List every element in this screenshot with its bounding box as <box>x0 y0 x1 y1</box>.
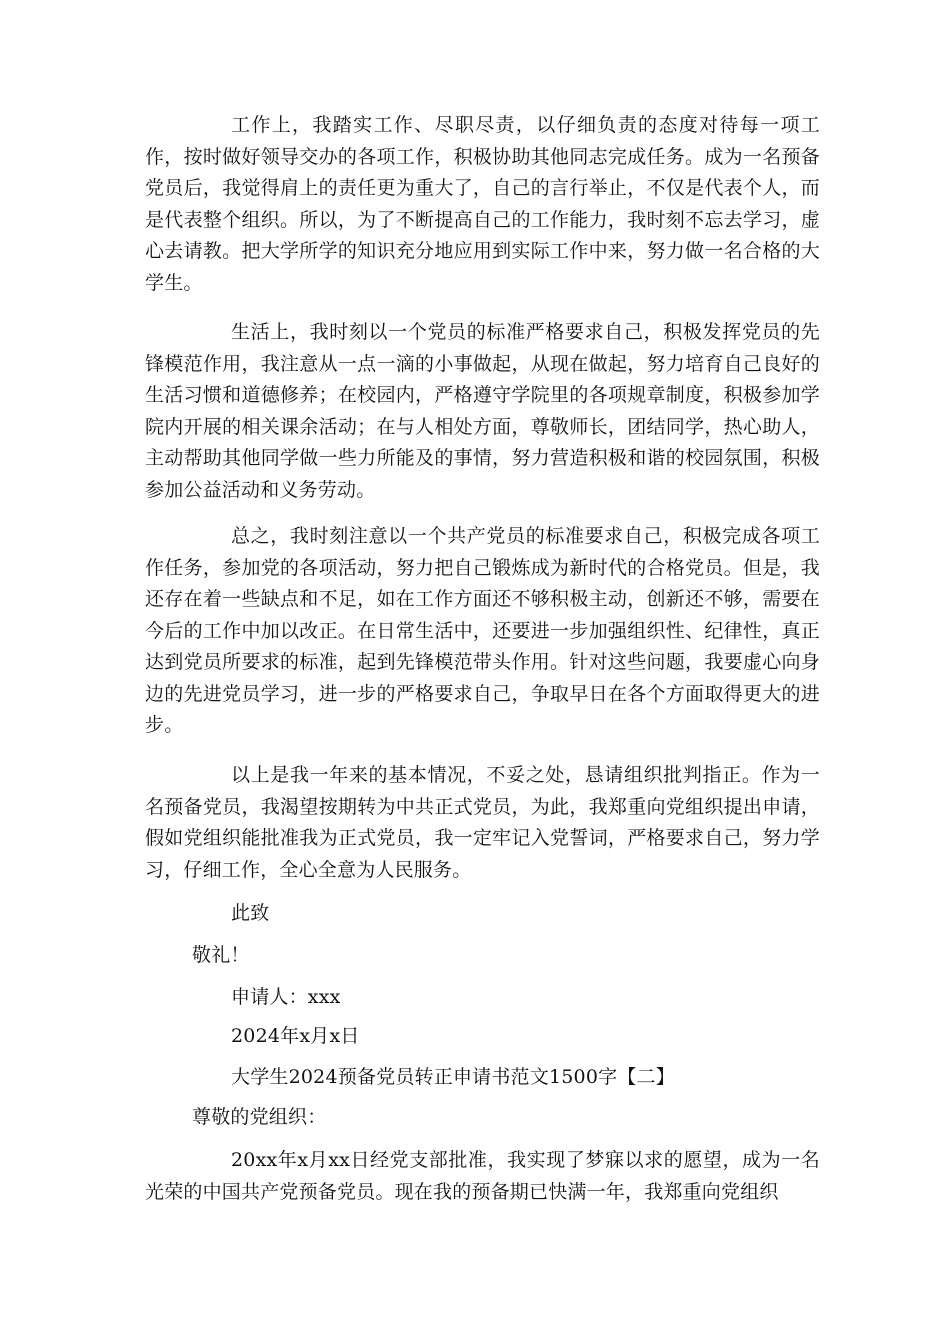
paragraph-next: 20xx年x月xx日经党支部批准，我实现了梦寐以求的愿望，成为一名光荣的中国共产党预备党员。现在我的预备期已快满一年，我郑重向党组织 <box>145 1149 820 1203</box>
applicant-line: 申请人：xxx <box>231 986 341 1008</box>
salute-text: 敬礼！ <box>192 944 250 966</box>
closing-text: 此致 <box>231 902 270 924</box>
date-line: 2024年x月x日 <box>231 1025 360 1047</box>
paragraph-summary: 总之，我时刻注意以一个共产党员的标准要求自己，积极完成各项工作任务，参加党的各项活动，努力把自己锻炼成为新时代的合格党员。但是，我还存在着一些缺点和不足，如在工作方面还不够积极主动，创新还不够，需要在今后的工作中加以改正。在日常生活中，还要进一步加强组织性、纪律性，真正达到党员所要求的标准，起到先锋模范带头作用。针对这些问题，我要虚心向身边的先进党员学习，进一步的严格要求自己，争取早日在各个方面取得更大的进步。 <box>145 525 820 736</box>
greeting-line: 尊敬的党组织： <box>192 1106 327 1128</box>
paragraph-life: 生活上，我时刻以一个党员的标准严格要求自己，积极发挥党员的先锋模范作用，我注意从一点一滴的小事做起，从现在做起，努力培育自己良好的生活习惯和道德修养；在校园内，严格遵守学院里的各项规章制度，积极参加学院内开展的相关课余活动；在与人相处方面，尊敬师长，团结同学，热心助人，主动帮助其他同学做一些力所能及的事情，努力营造积极和谐的校园氛围，积极参加公益活动和义务劳动。 <box>145 321 820 501</box>
paragraph-conclusion: 以上是我一年来的基本情况，不妥之处，恳请组织批判指正。作为一名预备党员，我渴望按期转为中共正式党员，为此，我郑重向党组织提出申请，假如党组织能批准我为正式党员，我一定牢记入党誓词，严格要求自己，努力学习，仔细工作，全心全意为人民服务。 <box>145 764 820 881</box>
paragraph-work: 工作上，我踏实工作、尽职尽责，以仔细负责的态度对待每一项工作，按时做好领导交办的各项工作，积极协助其他同志完成任务。成为一名预备党员后，我觉得肩上的责任更为重大了，自己的言行举止，不仅是代表个人，而是代表整个组织。所以，为了不断提高自己的工作能力，我时刻不忘去学习，虚心去请教。把大学所学的知识充分地应用到实际工作中来，努力做一名合格的大学生。 <box>145 114 820 294</box>
section-title: 大学生2024预备党员转正申请书范文1500字【二】 <box>231 1066 675 1088</box>
